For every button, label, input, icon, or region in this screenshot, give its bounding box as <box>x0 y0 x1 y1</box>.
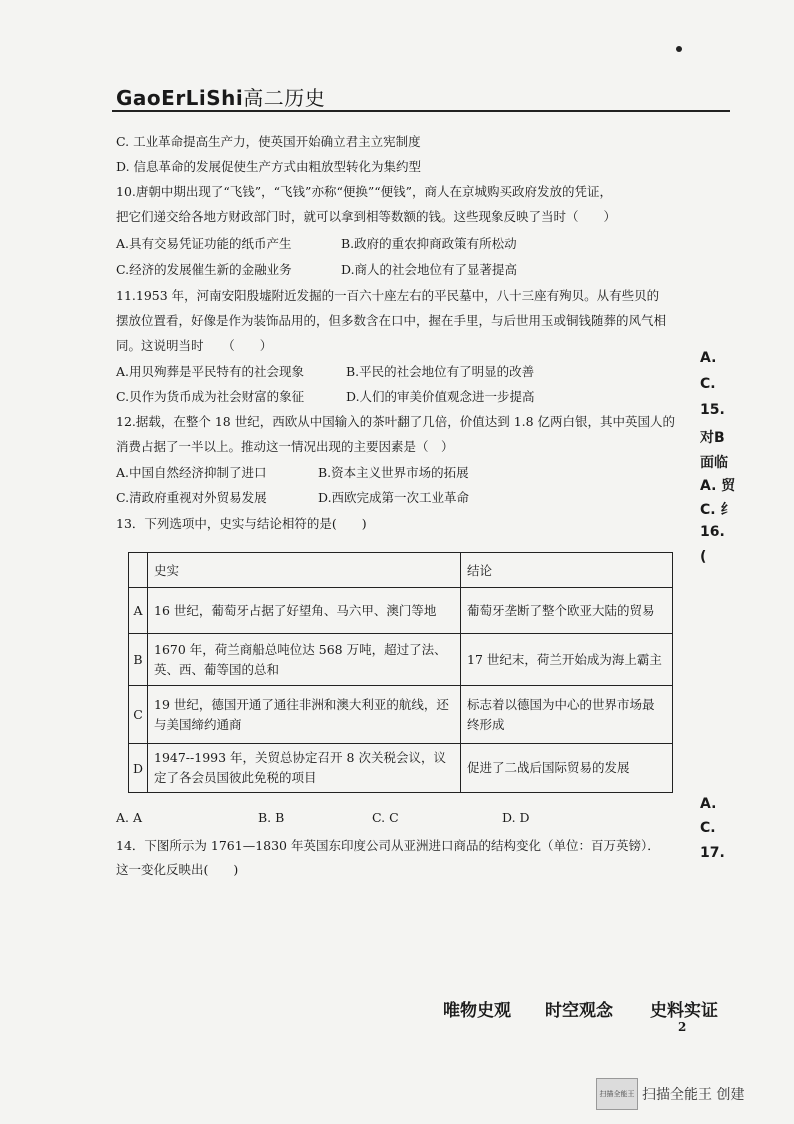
q13-stem: 13．下列选项中，史实与结论相符的是( ) <box>116 516 367 531</box>
side-fragment: C. <box>700 820 716 836</box>
q11-stem-1: 11.1953 年，河南安阳殷墟附近发掘的一百六十座左右的平民墓中，八十三座有殉贝。从有些贝的 <box>116 288 660 303</box>
row-conclusion: 促进了二战后国际贸易的发展 <box>461 744 673 793</box>
table-header-conclusion: 结论 <box>461 553 673 588</box>
header-subject: 高二历史 <box>243 86 326 110</box>
header-rule <box>112 110 730 112</box>
q12-option-d: D.西欧完成第一次工业革命 <box>318 490 470 505</box>
q11-stem-3: 同。这说明当时 （ ） <box>116 338 273 353</box>
q12-stem-2: 消费占据了一半以上。推动这一情况出现的主要因素是（ ） <box>116 439 454 454</box>
side-fragment: A. 贸 <box>700 478 736 494</box>
q13-option-d: D. D <box>502 810 530 825</box>
side-fragment: C. <box>700 376 716 392</box>
header-latin: GaoErLiShi <box>116 86 244 110</box>
q11-option-a: A.用贝殉葬是平民特有的社会现象 <box>116 364 305 379</box>
q10-stem-1: 10.唐朝中期出现了“飞钱”，“飞钱”亦称“便换”“便钱”，商人在京城购买政府发放的凭证， <box>116 184 613 199</box>
q10-option-b: B.政府的重农抑商政策有所松动 <box>341 236 517 251</box>
row-conclusion: 17 世纪末，荷兰开始成为海上霸主 <box>461 634 673 686</box>
footer-term-2: 时空观念 <box>545 1001 613 1021</box>
ink-dot <box>676 46 682 52</box>
q11-option-d: D.人们的审美价值观念进一步提高 <box>346 389 535 404</box>
q13-option-b: B. B <box>258 810 285 825</box>
q9-option-c: C. 工业革命提高生产力，使英国开始确立君主立宪制度 <box>116 134 421 149</box>
row-fact: 1947--1993 年，关贸总协定召开 8 次关税会议，议定了各会员国彼此免税的项目 <box>148 744 461 793</box>
row-conclusion: 标志着以德国为中心的世界市场最终形成 <box>461 686 673 744</box>
table-row <box>129 588 673 634</box>
q12-option-b: B.资本主义世界市场的拓展 <box>318 465 469 480</box>
page-number: 2 <box>678 1020 687 1034</box>
q10-option-c: C.经济的发展催生新的金融业务 <box>116 262 292 277</box>
side-fragment: C. 纟 <box>700 502 735 518</box>
side-fragment: 17. <box>700 845 725 861</box>
q13-table <box>128 552 673 793</box>
table-header-fact: 史实 <box>148 553 461 588</box>
q10-option-d: D.商人的社会地位有了显著提高 <box>341 262 518 277</box>
side-fragment: A. <box>700 796 717 812</box>
side-fragment: 15. <box>700 402 725 418</box>
q12-option-a: A.中国自然经济抑制了进口 <box>116 465 267 480</box>
q14-stem-2: 这一变化反映出( ) <box>116 862 239 877</box>
table-row <box>129 634 673 686</box>
q13-option-c: C. C <box>372 810 399 825</box>
q9-option-d: D. 信息革命的发展促使生产方式由粗放型转化为集约型 <box>116 159 422 174</box>
table-row <box>129 686 673 744</box>
side-fragment: 16. <box>700 524 725 540</box>
q11-option-c: C.贝作为货币成为社会财富的象征 <box>116 389 305 404</box>
row-label: D <box>129 744 148 793</box>
table-row <box>129 744 673 793</box>
footer-term-1: 唯物史观 <box>443 1001 511 1021</box>
row-label: C <box>129 686 148 744</box>
side-fragment: 面临 <box>700 455 728 471</box>
side-fragment: A. <box>700 350 717 366</box>
q11-stem-2: 摆放位置看，好像是作为装饰品用的，但多数含在口中，握在手里，与后世用玉或铜钱随葬的风气相 <box>116 313 667 328</box>
q12-stem-1: 12.据载，在整个 18 世纪，西欧从中国输入的茶叶翻了几倍，价值达到 1.8 亿两白银，其中英国人的 <box>116 414 676 429</box>
row-fact: 19 世纪，德国开通了通往非洲和澳大利亚的航线，还与美国缔约通商 <box>148 686 461 744</box>
q14-stem-1: 14．下图所示为 1761—1830 年英国东印度公司从亚洲进口商品的结构变化（单位：百万英镑）． <box>116 838 660 853</box>
q11-option-b: B.平民的社会地位有了明显的改善 <box>346 364 535 379</box>
q12-option-c: C.清政府重视对外贸易发展 <box>116 490 267 505</box>
row-fact: 16 世纪，葡萄牙占据了好望角、马六甲、澳门等地 <box>148 588 461 634</box>
q10-option-a: A.具有交易凭证功能的纸币产生 <box>116 236 292 251</box>
side-fragment: 对B <box>700 430 725 446</box>
table-header-blank <box>129 553 148 588</box>
row-conclusion: 葡萄牙垄断了整个欧亚大陆的贸易 <box>461 588 673 634</box>
row-fact: 1670 年，荷兰商船总吨位达 568 万吨，超过了法、英、西、葡等国的总和 <box>148 634 461 686</box>
footer-term-3: 史料实证 <box>650 1001 718 1021</box>
row-label: B <box>129 634 148 686</box>
q13-option-a: A. A <box>116 810 143 825</box>
row-label: A <box>129 588 148 634</box>
side-fragment: ( <box>700 549 707 565</box>
scanner-logo: 扫描全能王 <box>596 1078 638 1110</box>
page-header <box>116 82 325 111</box>
q10-stem-2: 把它们递交给各地方财政部门时，就可以拿到相等数额的钱。这些现象反映了当时（ ） <box>116 209 617 224</box>
table-header-row <box>129 553 673 588</box>
scanner-watermark: 扫描全能王 创建 <box>642 1087 745 1103</box>
